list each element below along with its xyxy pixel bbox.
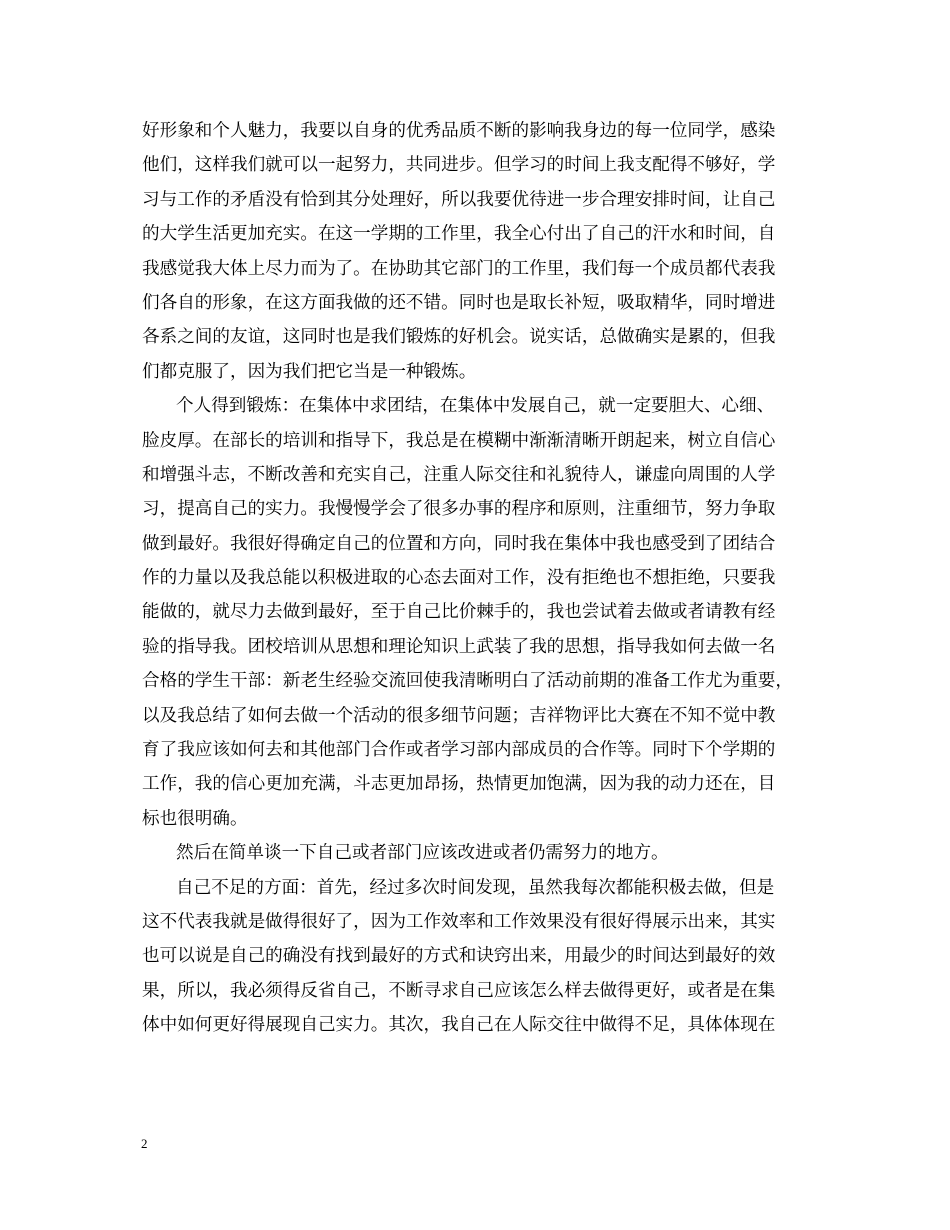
- text-line: 各系之间的友谊，这同时也是我们锻炼的好机会。说实话，总做确实是累的，但我: [142, 327, 776, 348]
- text-line: 我感觉我大体上尽力而为了。在协助其它部门的工作里，我们每一个成员都代表我: [142, 258, 776, 279]
- body-text: [142, 114, 822, 1043]
- text-line: 做到最好。我很好得确定自己的位置和方向，同时我在集体中我也感受到了团结合: [142, 533, 776, 554]
- paragraph-first-line: 自己不足的方面：首先，经过多次时间发现，虽然我每次都能积极去做，但是: [176, 877, 775, 898]
- page-number: 2: [141, 1136, 148, 1151]
- paragraph-first-line: 个人得到锻炼：在集体中求团结，在集体中发展自己，就一定要胆大、心细、: [176, 396, 775, 417]
- text-line: 他们，这样我们就可以一起努力，共同进步。但学习的时间上我支配得不够好，学: [142, 155, 776, 176]
- text-line: 也可以说是自己的确没有找到最好的方式和诀窍出来，用最少的时间达到最好的效: [142, 946, 776, 967]
- text-line: 和增强斗志，不断改善和充实自己，注重人际交往和礼貌待人，谦虚向周围的人学: [142, 464, 776, 485]
- text-line: 好形象和个人魅力，我要以自身的优秀品质不断的影响我身边的每一位同学，感染: [142, 121, 776, 141]
- text-line: 体中如何更好得展现自己实力。其次，我自己在人际交往中做得不足，具体体现在: [142, 1015, 776, 1036]
- text-line: 这不代表我就是做得很好了，因为工作效率和工作效果没有很好得展示出来，其实: [142, 911, 776, 932]
- text-line: 以及我总结了如何去做一个活动的很多细节问题；吉祥物评比大赛在不知不觉中教: [142, 705, 776, 726]
- text-line: 工作，我的信心更加充满，斗志更加昂扬，热情更加饱满，因为我的动力还在，目: [142, 774, 776, 795]
- text-line: 的大学生活更加充实。在这一学期的工作里，我全心付出了自己的汗水和时间，自: [142, 224, 776, 245]
- text-line: 们各自的形象，在这方面我做的还不错。同时也是取长补短，吸取精华，同时增进: [142, 292, 776, 313]
- text-line: 育了我应该如何去和其他部门合作或者学习部内部成员的合作等。同时下个学期的: [142, 740, 776, 761]
- text-line: 合格的学生干部：新老生经验交流回使我清晰明白了活动前期的准备工作尤为重要，: [142, 671, 793, 692]
- text-line: 作的力量以及我总能以积极进取的心态去面对工作，没有拒绝也不想拒绝，只要我: [142, 568, 776, 589]
- text-line: 能做的，就尽力去做到最好，至于自己比价棘手的，我也尝试着去做或者请教有经: [142, 602, 776, 623]
- text-line: 验的指导我。团校培训从思想和理论知识上武装了我的思想，指导我如何去做一名: [142, 636, 776, 657]
- text-line: 果，所以，我必须得反省自己，不断寻求自己应该怎么样去做得更好，或者是在集: [142, 980, 776, 1001]
- text-line: 标也很明确。: [142, 808, 248, 829]
- text-line: 习，提高自己的实力。我慢慢学会了很多办事的程序和原则，注重细节，努力争取: [142, 499, 776, 520]
- text-line: 们都克服了，因为我们把它当是一种锻炼。: [142, 361, 477, 382]
- paragraph-first-line: 然后在简单谈一下自己或者部门应该改进或者仍需努力的地方。: [176, 843, 669, 864]
- text-line: 习与工作的矛盾没有恰到其分处理好，所以我要优待进一步合理安排时间，让自己: [142, 189, 776, 210]
- text-line: 脸皮厚。在部长的培训和指导下，我总是在模糊中渐渐清晰开朗起来，树立自信心: [142, 430, 776, 451]
